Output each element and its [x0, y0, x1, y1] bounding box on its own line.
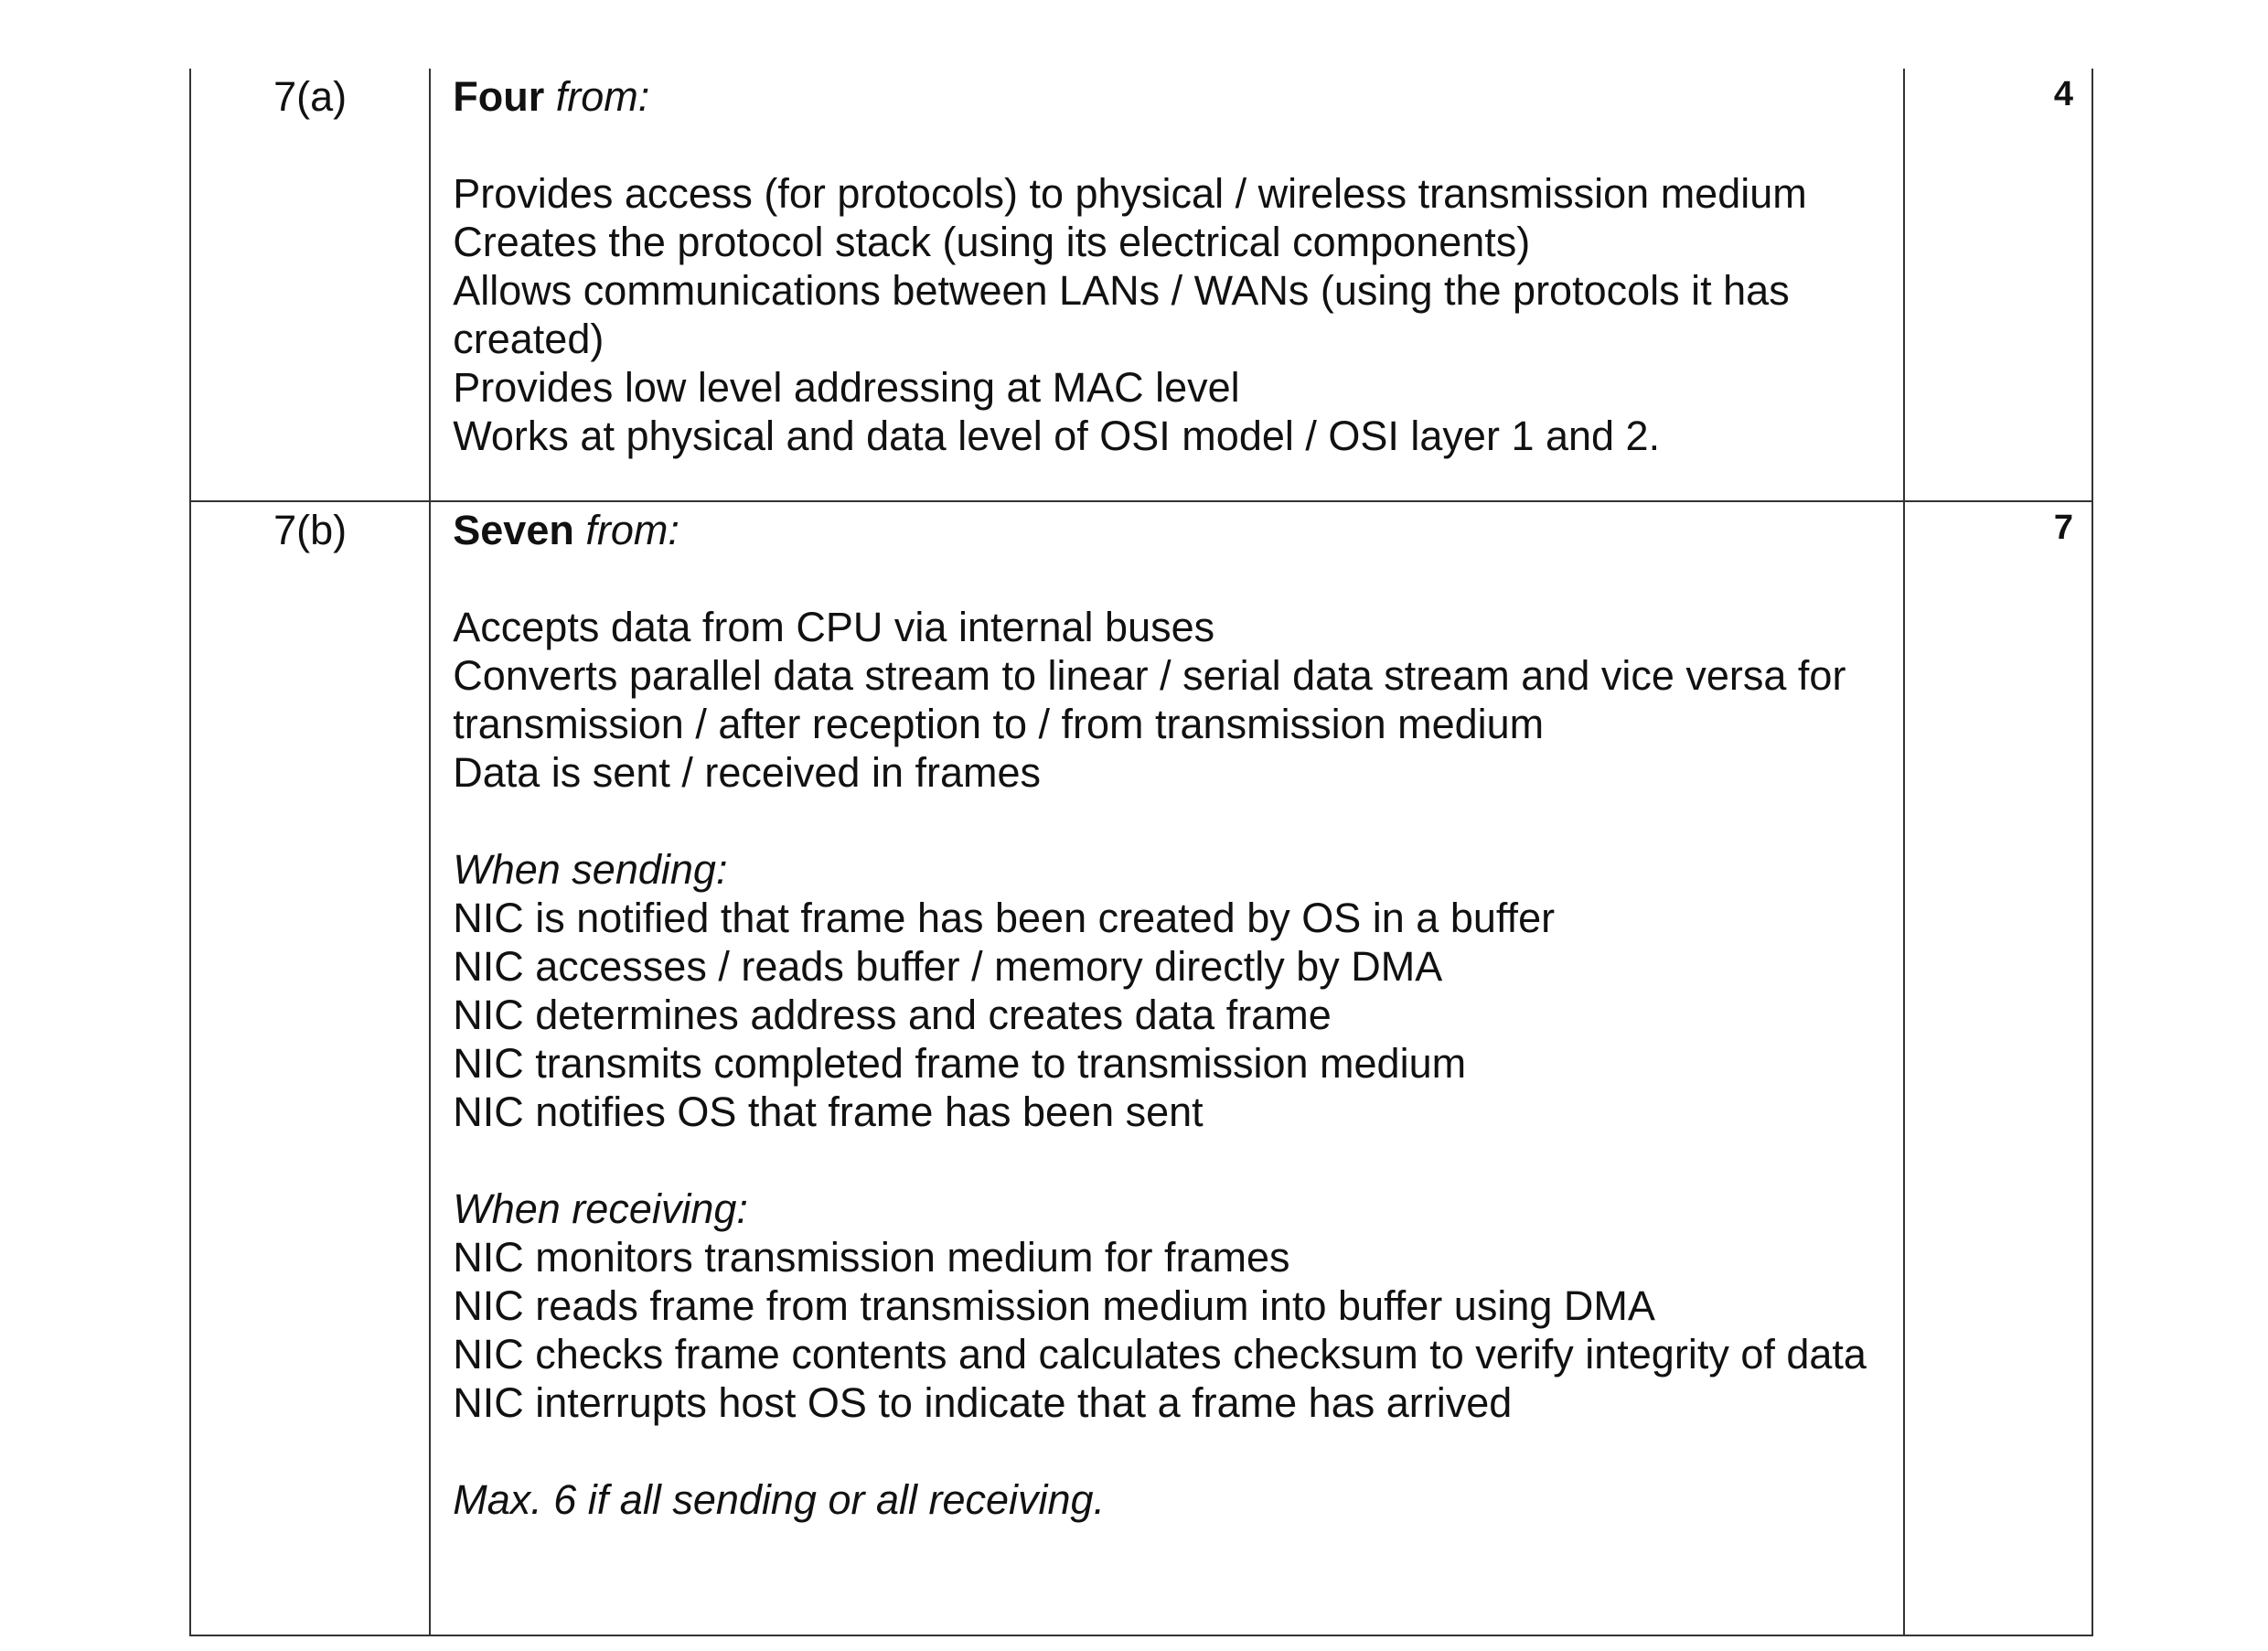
sending-line: NIC transmits completed frame to transmission medium [453, 1040, 1467, 1087]
answer-line: Creates the protocol stack (using its electrical components) [453, 219, 1531, 265]
answer-line: Data is sent / received in frames [453, 749, 1042, 796]
answer-line: Allows communications between LANs / WANs (using the protocols it has created) [453, 267, 1790, 362]
answer-line: Works at physical and data level of OSI model / OSI layer 1 and 2. [453, 413, 1661, 459]
sending-line: NIC is notified that frame has been created by OS in a buffer [453, 895, 1556, 941]
answer-heading [453, 72, 1887, 121]
question-row-7a [190, 69, 2092, 501]
answer-line: Converts parallel data stream to linear / serial data stream and vice versa for transmission / after reception to / from transmission medium [453, 652, 1846, 747]
max-note: Max. 6 if all sending or all receiving. [453, 1476, 1106, 1523]
heading-italic: from: [555, 73, 650, 120]
sending-line: NIC accesses / reads buffer / memory directly by DMA [453, 943, 1443, 990]
question-number: 7(a) [190, 69, 430, 501]
receiving-line: NIC reads frame from transmission medium into buffer using DMA [453, 1282, 1655, 1329]
marks-value: 4 [1904, 69, 2092, 501]
answer-line: Accepts data from CPU via internal buses [453, 604, 1215, 650]
receiving-line: NIC checks frame contents and calculates checksum to verify integrity of data [453, 1331, 1867, 1378]
question-row-7b [190, 501, 2092, 1635]
mark-scheme-table [189, 69, 2093, 1636]
heading-bold: Four [453, 73, 545, 120]
answer-cell [430, 69, 1904, 501]
answer-line: Provides access (for protocols) to physical / wireless transmission medium [453, 170, 1807, 217]
marks-value: 7 [1904, 501, 2092, 1635]
question-number: 7(b) [190, 501, 430, 1635]
heading-bold: Seven [453, 507, 574, 553]
receiving-heading: When receiving: [453, 1185, 748, 1232]
answer-line: Provides low level addressing at MAC level [453, 364, 1240, 411]
receiving-line: NIC interrupts host OS to indicate that a frame has arrived [453, 1379, 1513, 1426]
sending-line: NIC notifies OS that frame has been sent [453, 1088, 1204, 1135]
receiving-line: NIC monitors transmission medium for frames [453, 1234, 1290, 1281]
answer-heading [453, 506, 1887, 554]
answer-cell [430, 501, 1904, 1635]
sending-heading: When sending: [453, 846, 728, 893]
sending-line: NIC determines address and creates data frame [453, 992, 1332, 1038]
heading-italic: from: [585, 507, 679, 553]
